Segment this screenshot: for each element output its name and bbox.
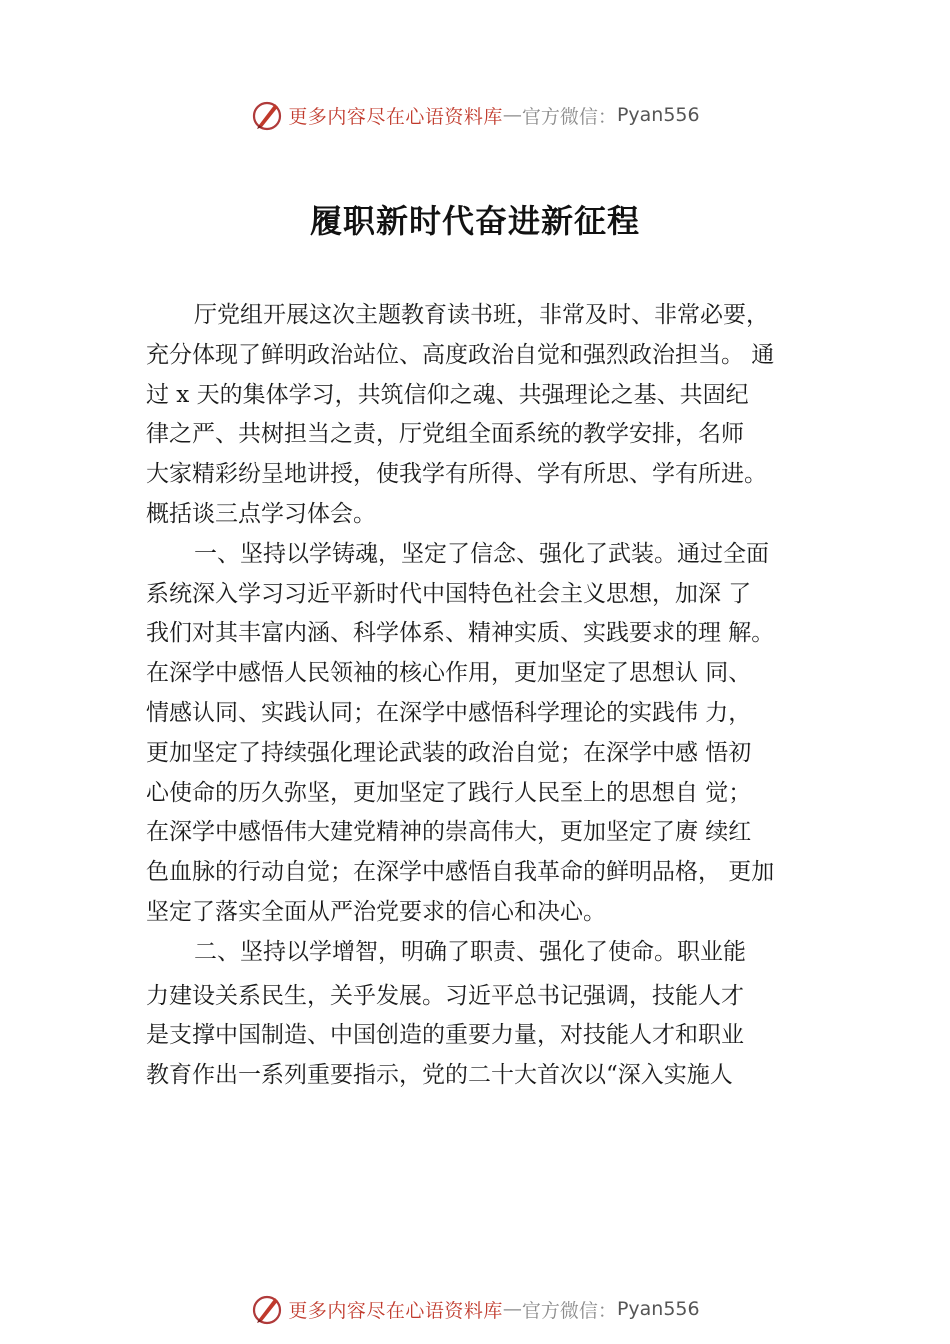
text-line: 坚定了落实全面从严治党要求的信心和决心。 — [146, 898, 606, 925]
document-title: 履职新时代奋进新征程 — [309, 202, 640, 240]
header-watermark — [0, 95, 950, 135]
text-line: 是支撑中国制造、中国创造的重要力量，对技能人才和职业 — [146, 1022, 744, 1049]
text-line: 二、坚持以学增智，明确了职责、强化了使命。职业能 — [194, 938, 746, 965]
footer-watermark — [0, 1289, 950, 1329]
text-line: 充分体现了鲜明政治站位、高度政治自觉和强烈政治担当。 通 — [146, 341, 775, 368]
text-line: 大家精彩纷呈地讲授，使我学有所得、学有所思、学有所进。 — [146, 461, 767, 488]
text-line: 过 x 天的集体学习，共筑信仰之魂、共强理论之基、共固纪 — [146, 381, 749, 408]
text-line: 心使命的历久弥坚，更加坚定了践行人民至上的思想自 觉； — [146, 779, 752, 806]
banner-dash: — — [502, 104, 522, 126]
text-line: 律之严、共树担当之责，厅党组全面系统的教学安排，名师 — [146, 421, 744, 448]
wechat-id: Pyan556 — [616, 1298, 700, 1320]
text-line: 更加坚定了持续强化理论武装的政治自觉；在深学中感 悟初 — [146, 739, 752, 766]
document-body — [146, 296, 846, 1096]
text-line: 概括谈三点学习体会。 — [146, 500, 376, 527]
text-line: 力建设关系民生，关乎发展。习近平总书记强调，技能人才 — [146, 982, 744, 1009]
text-line: 一、坚持以学铸魂，坚定了信念、强化了武装。通过全面 — [194, 540, 769, 567]
text-line: 色血脉的行动自觉；在深学中感悟自我革命的鲜明品格， 更加 — [146, 859, 775, 886]
wechat-label: 官方微信： — [521, 105, 617, 128]
wechat-id: Pyan556 — [616, 104, 700, 126]
text-line: 教育作出一系列重要指示，党的二十大首次以“深入实施人 — [146, 1062, 733, 1089]
brand-text: 更多内容尽在心语资料库 — [288, 105, 503, 128]
text-line: 厅党组开展这次主题教育读书班，非常及时、非常必要， — [194, 302, 769, 328]
text-line: 系统深入学习习近平新时代中国特色社会主义思想，加深 了 — [146, 580, 752, 607]
brand-text: 更多内容尽在心语资料库 — [288, 1299, 503, 1322]
banner-dash: — — [502, 1298, 522, 1320]
text-line: 在深学中感悟伟大建党精神的崇高伟大，更加坚定了赓 续红 — [146, 819, 752, 846]
pen-logo-icon — [250, 1292, 284, 1326]
wechat-label: 官方微信： — [521, 1299, 617, 1322]
text-line: 情感认同、实践认同；在深学中感悟科学理论的实践伟 力， — [146, 699, 752, 726]
pen-logo-icon — [250, 98, 284, 132]
text-line: 在深学中感悟人民领袖的核心作用，更加坚定了思想认 同、 — [146, 660, 752, 687]
text-line: 我们对其丰富内涵、科学体系、精神实质、实践要求的理 解。 — [146, 620, 775, 647]
